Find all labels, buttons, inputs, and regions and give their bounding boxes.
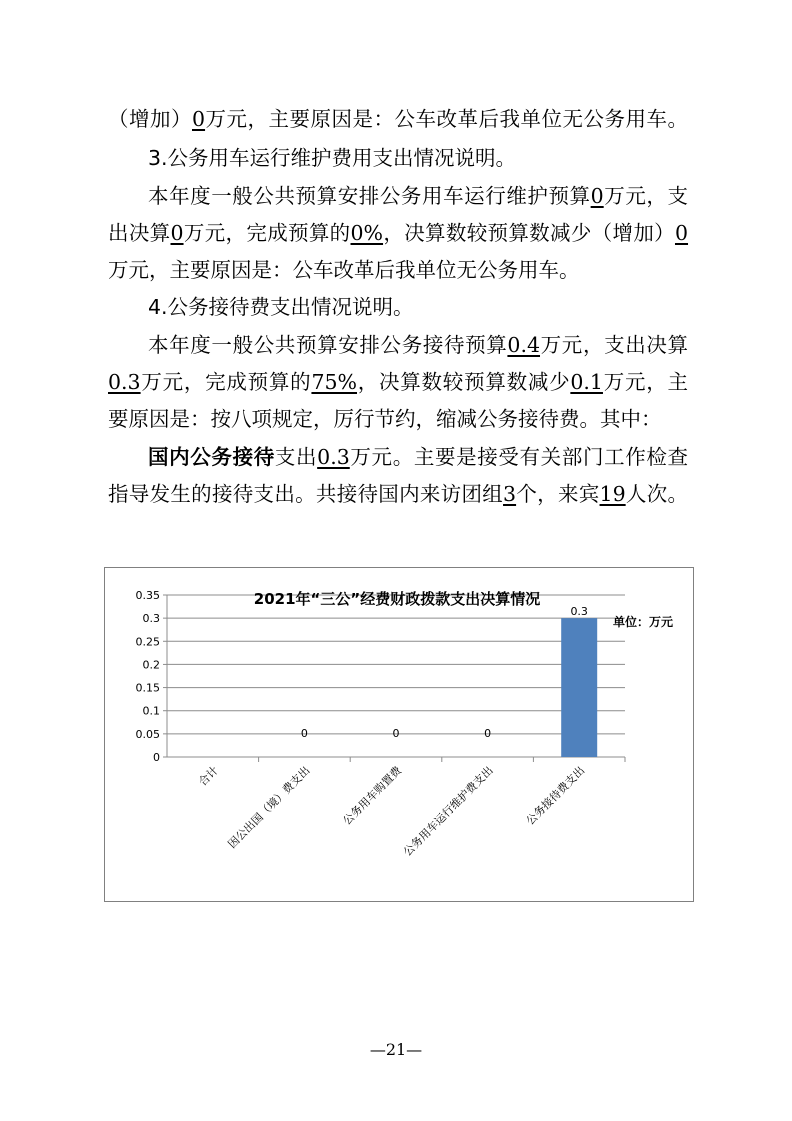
- text-line: 国内公务接待支出0.3万元。主要是接受有关部门工作检查: [148, 445, 689, 469]
- y-tick-label: 0.1: [142, 704, 160, 718]
- text-line: （增加）0万元，主要原因是：公车改革后我单位无公务用车。: [108, 107, 689, 131]
- data-label: 0.3: [570, 605, 588, 619]
- section-heading-4: 4.公务接待费支出情况说明。: [148, 295, 414, 319]
- page-number: —21—: [369, 1040, 423, 1059]
- data-label: 0: [484, 727, 492, 740]
- text-line: 出决算0万元，完成预算的0%，决算数较预算数减少（增加）0: [108, 221, 689, 245]
- text-line: 0.3万元，完成预算的75%，决算数较预算数减少0.1万元，主: [108, 370, 689, 394]
- text-line: 本年度一般公共预算安排公务接待预算0.4万元，支出决算: [148, 333, 689, 357]
- y-tick-label: 0.25: [135, 635, 160, 649]
- bar: [561, 618, 597, 757]
- bar-chart: [104, 567, 694, 902]
- text-line: 本年度一般公共预算安排公务用车运行维护预算0万元，支: [148, 184, 688, 208]
- category-label: 因公出国（境）费支出: [225, 763, 313, 851]
- y-tick-label: 0.2: [142, 658, 160, 672]
- category-label: 公务用车运行维护费支出: [400, 763, 496, 859]
- chart-canvas: [105, 568, 693, 901]
- chart-title: 2021年“三公”经费财政拨款支出决算情况: [253, 590, 541, 608]
- category-label: 合计: [196, 763, 221, 789]
- data-label: 0: [392, 727, 400, 740]
- category-label: 公务接待费支出: [523, 763, 588, 828]
- y-tick-label: 0.15: [135, 681, 160, 695]
- unit-label: 单位：万元: [612, 615, 674, 629]
- y-tick-label: 0: [153, 751, 160, 764]
- data-label: 0: [300, 727, 308, 740]
- text-line: 指导发生的接待支出。共接待国内来访团组3个，来宾19人次。: [108, 482, 689, 506]
- y-tick-label: 0.35: [135, 589, 160, 602]
- text-line: 万元，主要原因是：公车改革后我单位无公务用车。: [108, 258, 580, 282]
- text-line: 要原因是：按八项规定，厉行节约，缩减公务接待费。其中：: [108, 407, 662, 431]
- category-label: 公务用车购置费: [340, 763, 405, 828]
- y-tick-label: 0.3: [142, 612, 160, 626]
- y-tick-label: 0.05: [135, 727, 160, 741]
- section-heading-3: 3.公务用车运行维护费用支出情况说明。: [148, 146, 517, 170]
